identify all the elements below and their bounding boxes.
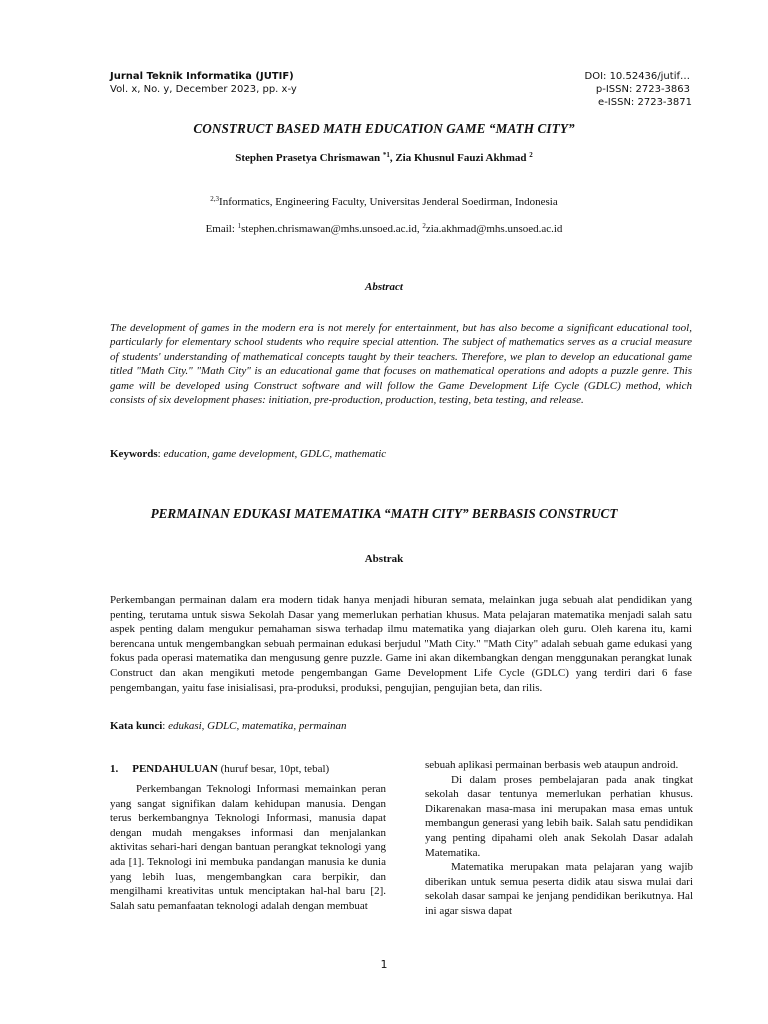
- keywords-colon: :: [157, 448, 164, 460]
- affiliation: [0, 196, 768, 208]
- keywords-text: education, game development, GDLC, mathematic: [163, 448, 387, 460]
- email-1: stephen.chrismawan@mhs.unsoed.ac.id,: [241, 223, 423, 235]
- kata-kunci: [110, 720, 347, 732]
- email-line: [0, 223, 768, 235]
- doi: DOI: 10.52436/jutif…: [584, 71, 690, 82]
- abstract-heading: Abstract: [365, 281, 403, 293]
- journal-volume: Vol. x, No. y, December 2023, pp. x-y: [110, 84, 297, 95]
- page-number: 1: [380, 958, 388, 971]
- author-separator: ,: [389, 152, 396, 164]
- body-paragraph: sebuah aplikasi permainan berbasis web ataupun android.: [425, 759, 679, 771]
- p-issn: p-ISSN: 2723-3863: [595, 84, 690, 95]
- section-heading: [110, 763, 329, 775]
- section-note: (huruf besar, 10pt, tebal): [217, 763, 330, 775]
- email-1-marker: 1: [237, 222, 242, 230]
- kata-kunci-colon: :: [162, 720, 169, 732]
- kata-kunci-text: edukasi, GDLC, matematika, permainan: [168, 720, 347, 732]
- paper-title: CONSTRUCT BASED MATH EDUCATION GAME “MATH CITY”: [193, 121, 575, 136]
- journal-name: Jurnal Teknik Informatika (JUTIF): [110, 71, 294, 82]
- section-number: 1.: [110, 763, 119, 775]
- abstrak-text: Perkembangan permainan dalam era modern tidak hanya menjadi hiburan semata, melainkan juga sebuah alat pendidikan yang penting, terutama untuk siswa Sekolah Dasar yang memerlukan perhatian khusus. Mata pelajaran matematika menjadi salah satu aspek penting dalam mengukur pemahaman siswa terhadap ilmu matematika yang diajarkan oleh guru. Oleh karena itu, kami berencana untuk mengembangkan sebuah permainan edukasi berjudul "Math City." "Math City" adalah sebuah game edukasi yang fokus pada operasi matematika dan mengusung genre puzzle. Game ini akan dikembangkan dengan menggunakan perangkat lunak Construct dan akan mengikuti metode pengembangan Game Development Life Cycle (GDLC) yang terdiri dari 6 fase pengembangan, yaitu fase inisialisasi, pra-produksi, produksi, pengujian, pengujian beta, dan rilis.: [110, 594, 692, 694]
- keywords: [110, 448, 386, 460]
- body-paragraph: Matematika merupakan mata pelajaran yang wajib diberikan untuk semua peserta didik atau siswa mulai dari sekolah dasar sampai ke jenjang pendidikan berikutnya. Hal ini agar siswa dapat: [425, 861, 693, 917]
- abstract-text: The development of games in the modern era is not merely for entertainment, but has also become a significant educational tool, particularly for elementary school students who require special attention. The subject of mathematics serves as a crucial measure of students' understanding of mathematical concepts taught by their teachers. Therefore, we plan to develop an educational game titled "Math City." "Math City" is an educational game that focuses on mathematical operations and adopts a puzzle genre. This game will be developed using Construct software and will follow the Game Development Life Cycle (GDLC) method, which consists of six development phases: initiation, pre-production, production, testing, beta testing, and release.: [110, 322, 692, 407]
- section-title: PENDAHULUAN: [132, 763, 218, 775]
- keywords-label: Keywords: [110, 448, 158, 460]
- author-line: [0, 152, 768, 164]
- paper-title-indonesian: PERMAINAN EDUKASI MATEMATIKA “MATH CITY” BERBASIS CONSTRUCT: [150, 506, 618, 521]
- author-1: Stephen Prasetya Chrismawan: [235, 152, 383, 164]
- body-column-left: [110, 782, 386, 913]
- affiliation-text: Informatics, Engineering Faculty, Universitas Jenderal Soedirman, Indonesia: [219, 196, 558, 208]
- e-issn: e-ISSN: 2723-3871: [598, 97, 692, 108]
- author-2-marker: 2: [529, 151, 533, 159]
- body-paragraph: Di dalam proses pembelajaran pada anak tingkat sekolah dasar tentunya memerlukan perhatian khusus. Dikarenakan masa-masa ini merupakan masa emas untuk membangun generasi yang lebih baik. Salah satu pendidikan yang penting dipahami oleh anak Sekolah Dasar adalah Matematika.: [425, 773, 693, 859]
- running-header-left: [110, 70, 297, 96]
- kata-kunci-label: Kata kunci: [110, 720, 163, 732]
- email-2: zia.akhmad@mhs.unsoed.ac.id: [425, 223, 563, 235]
- author-1-marker: *1: [382, 151, 390, 159]
- abstrak-heading: Abstrak: [364, 553, 404, 565]
- running-header-right: [585, 70, 691, 109]
- author-2: Zia Khusnul Fauzi Akhmad: [395, 152, 530, 164]
- body-paragraph: Perkembangan Teknologi Informasi memainkan peran yang sangat signifikan dalam kehidupan manusia. Dengan terus berkembangnya Teknologi Informasi, manusia dapat dengan mudah mengakses informasi dan menjalankan aktivitas sehari-hari dengan bantuan perangkat teknologi yang ada [1]. Teknologi ini membuka pandangan manusia ke dunia yang lebih luas, mengembangkan cara berpikir, dan mengilhami kreativitas untuk menciptakan hal-hal baru [2]. Salah satu pemanfaatan teknologi adalah dengan membuat: [110, 783, 386, 912]
- email-label: Email:: [205, 223, 238, 235]
- affiliation-marker: 2,3: [210, 195, 220, 203]
- email-2-marker: 2: [422, 222, 426, 230]
- body-column-right: [425, 758, 693, 919]
